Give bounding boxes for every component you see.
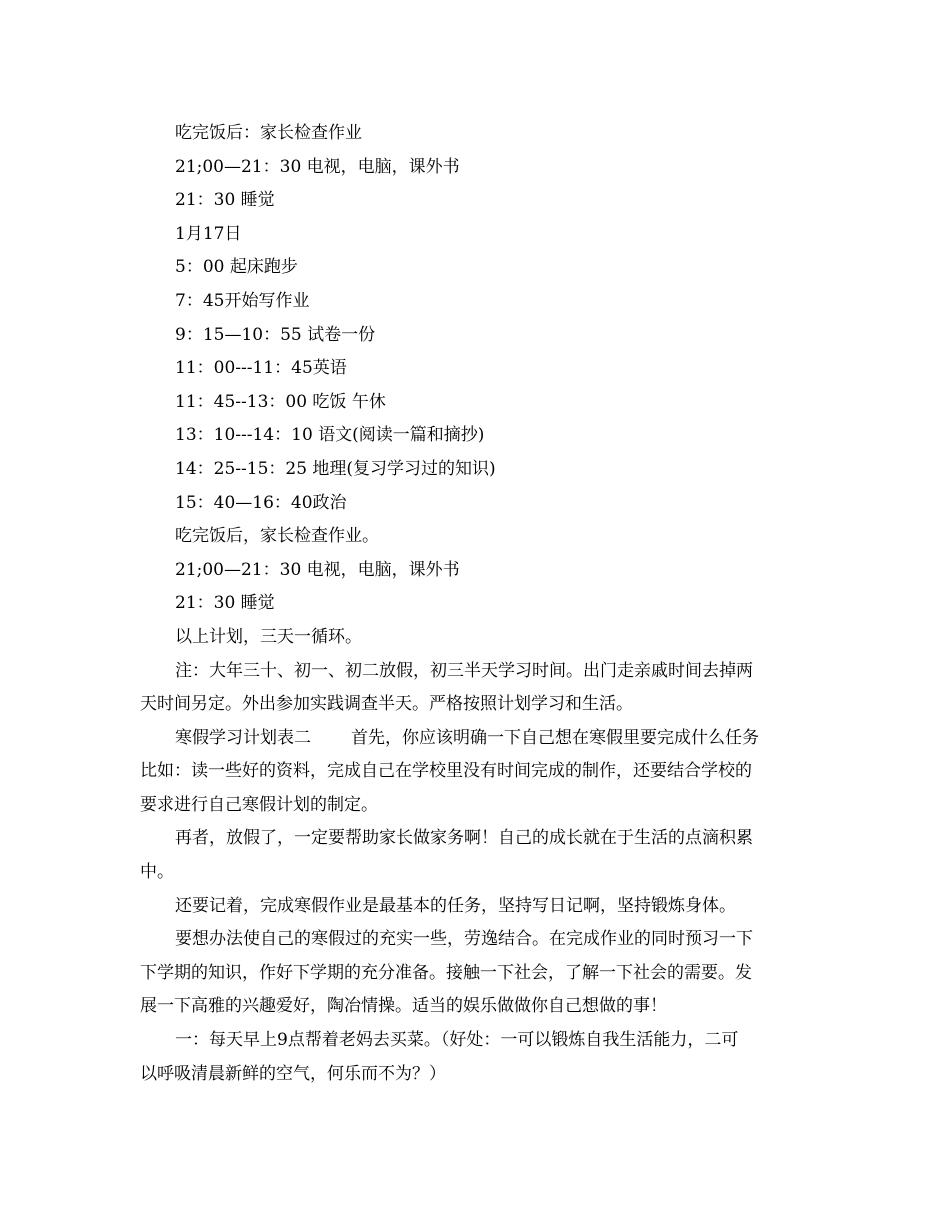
note-paragraph-line: 天时间另定。外出参加实践调查半天。严格按照计划学习和生活。 xyxy=(140,694,633,715)
text-line: 21;00—21：30 电视，电脑，课外书 xyxy=(175,559,460,580)
text-line: 15：40—16：40政治 xyxy=(175,492,347,513)
paragraph-line: 下学期的知识，作好下学期的充分准备。接触一下社会，了解一下社会的需要。发 xyxy=(140,962,752,983)
text-line: 以上计划，三天一循环。 xyxy=(175,626,362,647)
text-line: 11：00---11：45英语 xyxy=(175,358,347,379)
text-line: 21;00—21：30 电视，电脑，课外书 xyxy=(175,156,460,177)
section-intro-line xyxy=(0,722,950,756)
paragraph-line: 还要记着，完成寒假作业是最基本的任务，坚持写日记啊，坚持锻炼身体。 xyxy=(175,895,736,916)
text-line: 5：00 起床跑步 xyxy=(175,257,298,278)
text-line: 13：10---14：10 语文(阅读一篇和摘抄) xyxy=(175,425,485,446)
paragraph-line: 一：每天早上9点帮着老妈去买菜。（好处：一可以锻炼自我生活能力，二可 xyxy=(175,1030,739,1051)
text-line: 吃完饭后：家长检查作业 xyxy=(175,123,362,143)
paragraph-line: 以呼吸清晨新鲜的空气，何乐而不为？） xyxy=(140,1063,446,1084)
text-line: 7：45开始写作业 xyxy=(175,290,310,311)
text-line: 9：15—10：55 试卷一份 xyxy=(175,324,376,345)
date-heading: 1月17日 xyxy=(175,223,242,244)
section-title: 寒假学习计划表二 xyxy=(175,727,311,748)
paragraph-line: 中。 xyxy=(140,862,174,883)
text-line: 11：45--13：00 吃饭 午休 xyxy=(175,391,386,412)
note-paragraph-line: 注：大年三十、初一、初二放假，初三半天学习时间。出门走亲戚时间去掉两 xyxy=(175,660,753,681)
paragraph-line: 展一下高雅的兴趣爱好，陶冶情操。适当的娱乐做做你自己想做的事！ xyxy=(140,996,667,1017)
text-line: 吃完饭后，家长检查作业。 xyxy=(175,526,379,547)
text-line: 21：30 睡觉 xyxy=(175,190,275,211)
section-intro-text: 首先，你应该明确一下自己想在寒假里要完成什么任务 xyxy=(351,727,759,748)
document-body xyxy=(0,117,950,1091)
text-line: 14：25--15：25 地理(复习学习过的知识) xyxy=(175,458,496,479)
paragraph-line: 比如：读一些好的资料，完成自己在学校里没有时间完成的制作，还要结合学校的 xyxy=(140,761,752,782)
paragraph-line: 要想办法使自己的寒假过的充实一些，劳逸结合。在完成作业的同时预习一下 xyxy=(175,929,753,950)
paragraph-line: 要求进行自己寒假计划的制定。 xyxy=(140,794,378,815)
paragraph-line: 再者，放假了，一定要帮助家长做家务啊！自己的成长就在于生活的点滴积累 xyxy=(175,828,753,849)
text-line: 21：30 睡觉 xyxy=(175,593,275,614)
